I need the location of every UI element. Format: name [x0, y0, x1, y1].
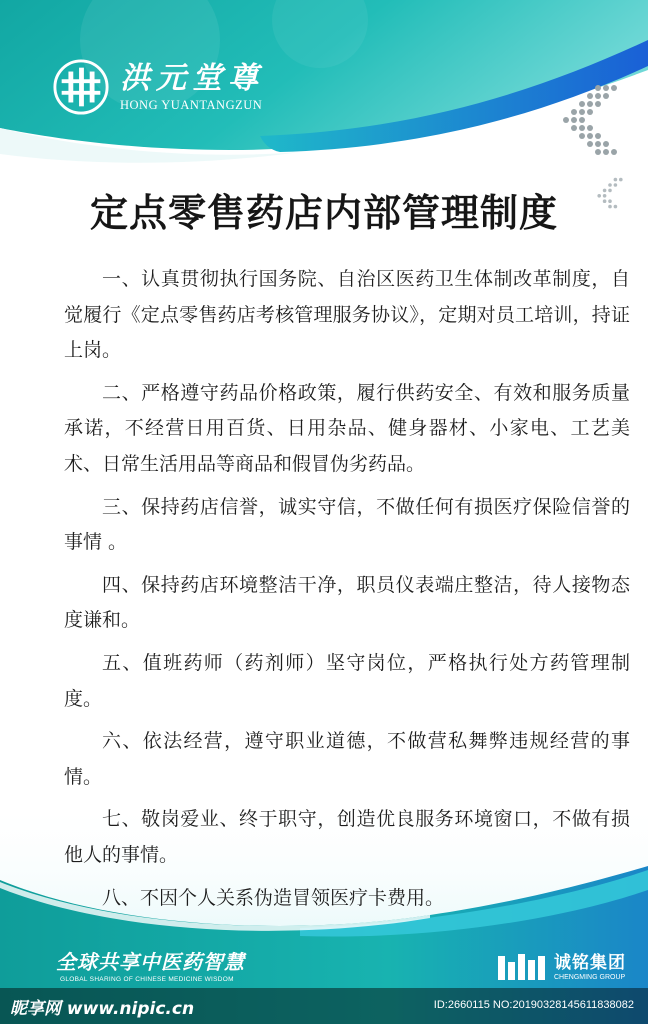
watermark-id: ID:2660115 NO:20190328145611838082: [433, 999, 634, 1011]
slogan-en: GLOBAL SHARING OF CHINESE MEDICINE WISDOM: [60, 976, 234, 983]
regulation-item-7: 七、敬岗爱业、终于职守，创造优良服务环境窗口，不做有损他人的事情。: [64, 808, 630, 866]
logo-emblem-icon: [52, 58, 110, 116]
regulation-item-4: 四、保持药店环境整洁干净，职员仪表端庄整洁，待人接物态度谦和。: [64, 573, 630, 632]
page-title: 定点零售药店内部管理制度: [89, 190, 558, 235]
regulation-item-6: 六、依法经营，遵守职业道德，不做营私舞弊违规经营的事情。: [64, 730, 630, 788]
watermark-bar: [0, 988, 648, 1024]
brand-name-cn: 诚铭集团: [554, 952, 626, 973]
logo: [52, 58, 264, 116]
regulation-item-2: 二、严格遵守药品价格政策，履行供药安全、有效和服务质量承诺，不经营日用百货、日用杂品、健身器材、小家电、工艺美术、日常生活用品等商品和假冒伪劣药品。: [64, 381, 630, 475]
logo-name-cn: 洪元堂尊: [120, 61, 264, 96]
regulation-item-8: 八、不因个人关系伪造冒领医疗卡费用。: [102, 886, 445, 909]
brand-bars-icon: [496, 952, 550, 982]
dotted-chevron-large-icon: [546, 82, 626, 162]
brand-name-en: CHENGMING GROUP: [554, 973, 626, 981]
logo-text: [120, 62, 264, 112]
regulation-item-1: 一、认真贯彻执行国务院、自治区医药卫生体制改革制度，自觉履行《定点零售药店考核管理服务协议》，定期对员工培训，持证上岗。: [64, 268, 630, 362]
footer-brand: [496, 952, 626, 982]
regulation-item-3: 三、保持药店信誉，诚实守信，不做任何有损医疗保险信誉的事情 。: [64, 495, 630, 554]
regulation-body: [64, 262, 630, 923]
slogan-cn: 全球共享中医药智慧: [56, 950, 245, 974]
regulation-item-5: 五、值班药师（药剂师）坚守岗位，严格执行处方药管理制度。: [64, 651, 630, 710]
footer-slogan: [56, 946, 245, 983]
logo-name-en: HONG YUANTANGZUN: [120, 98, 263, 112]
watermark-site: 昵享网 www.nipic.cn: [10, 999, 195, 1019]
brand-text: [554, 953, 626, 982]
